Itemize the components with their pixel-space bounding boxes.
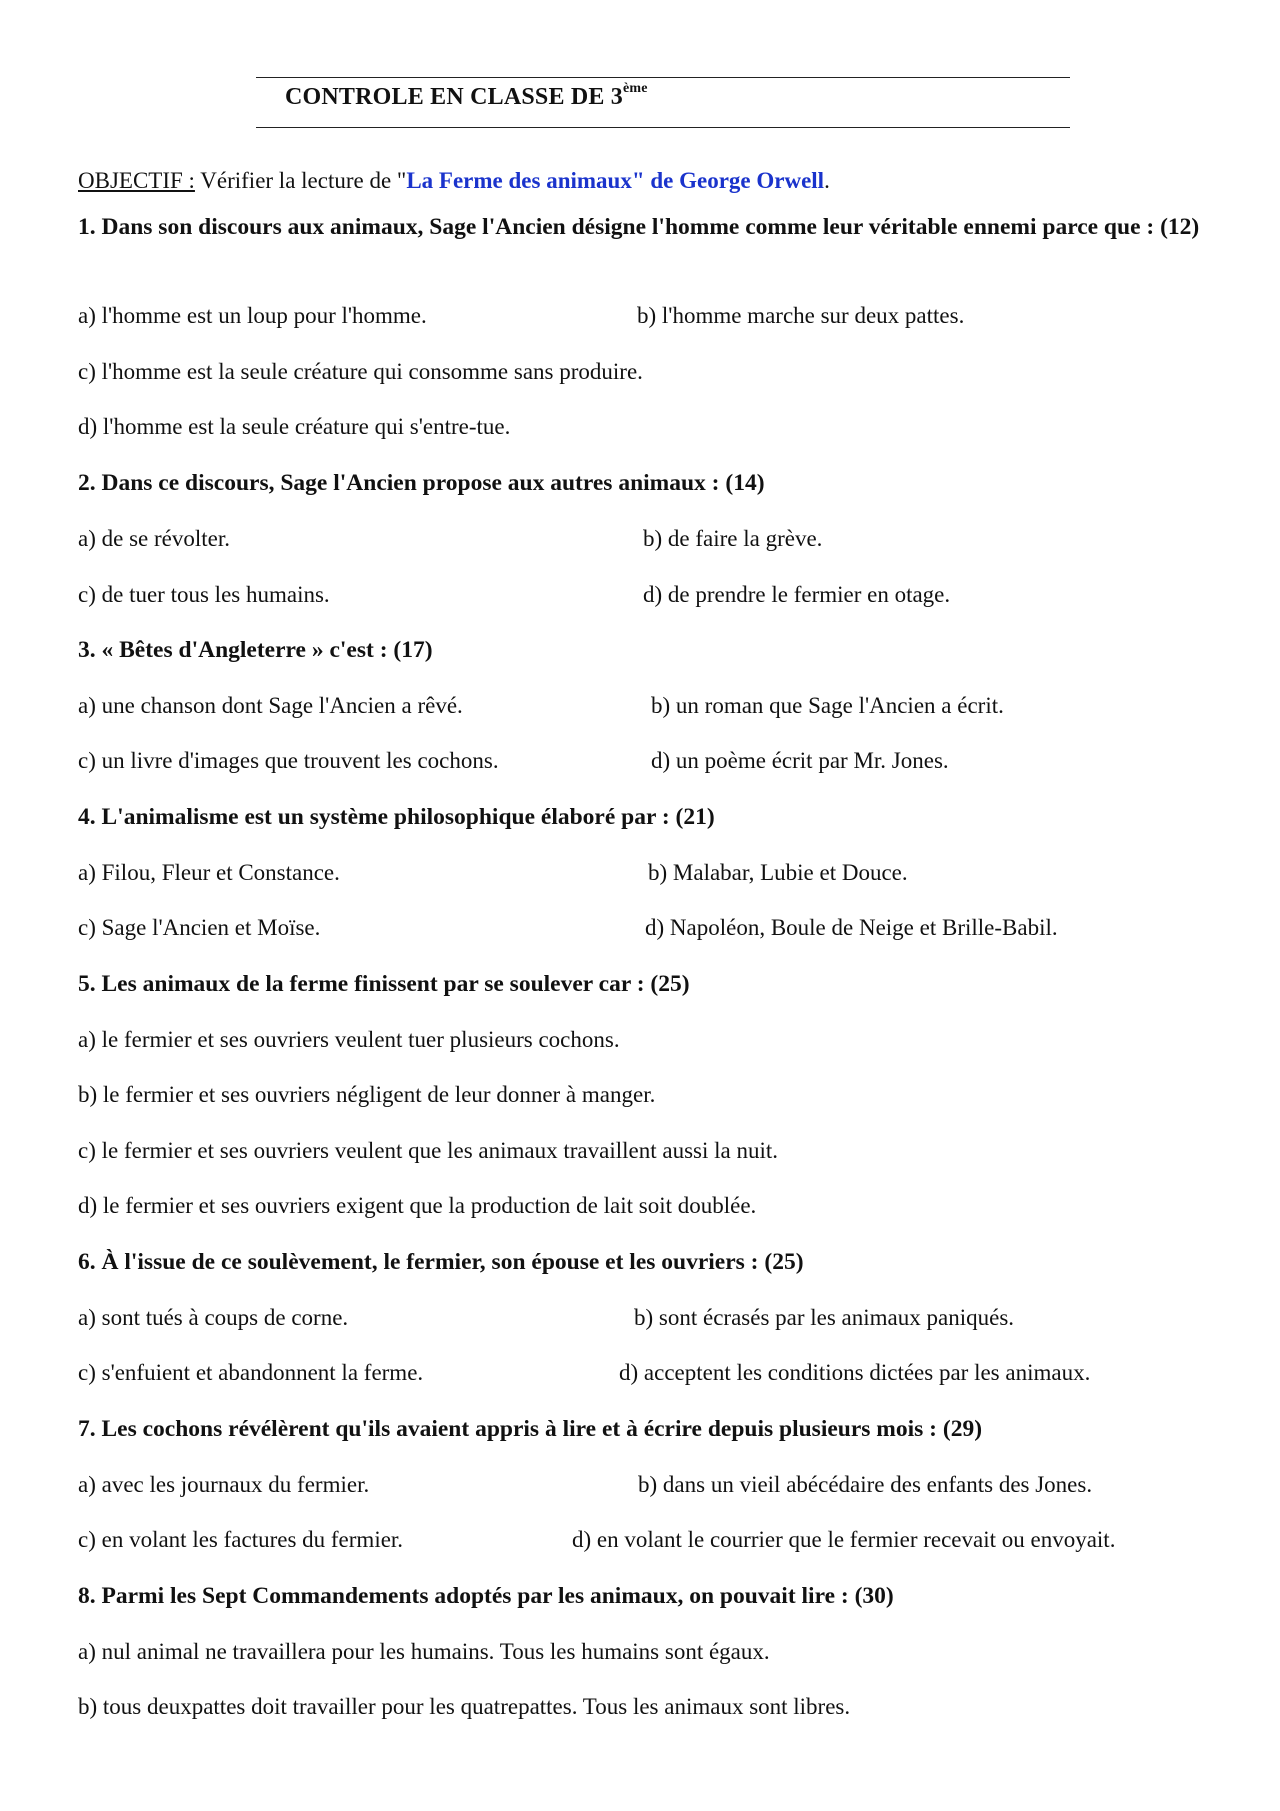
answer-c: c) de tuer tous les humains.	[78, 582, 330, 607]
answer-a: a) sont tués à coups de corne.	[78, 1305, 349, 1330]
answer-b: b) sont écrasés par les animaux paniqués.	[634, 1305, 1015, 1330]
answer-a: a) de se révolter.	[78, 526, 230, 551]
header-rule-top	[256, 77, 1070, 78]
answer-b: b) Malabar, Lubie et Douce.	[648, 860, 908, 885]
objective-label: OBJECTIF :	[78, 168, 195, 193]
header-rule-bottom	[256, 127, 1070, 128]
question-title: 6. À l'issue de ce soulèvement, le fermier, son épouse et les ouvriers : (25)	[78, 1249, 804, 1275]
question-title: 8. Parmi les Sept Commandements adoptés par les animaux, on pouvait lire : (30)	[78, 1583, 894, 1609]
answer-c: c) en volant les factures du fermier.	[78, 1527, 404, 1552]
answer-d: d) en volant le courrier que le fermier recevait ou envoyait.	[572, 1527, 1116, 1552]
answer-d: d) de prendre le fermier en otage.	[643, 582, 951, 607]
question-title: 2. Dans ce discours, Sage l'Ancien propose aux autres animaux : (14)	[78, 470, 765, 496]
answer-d: d) un poème écrit par Mr. Jones.	[651, 748, 949, 773]
answer-d: d) l'homme est la seule créature qui s'entre-tue.	[78, 414, 511, 439]
answer-b: b) le fermier et ses ouvriers négligent de leur donner à manger.	[78, 1082, 656, 1107]
answer-d: d) le fermier et ses ouvriers exigent que la production de lait soit doublée.	[78, 1193, 757, 1218]
answer-a: a) Filou, Fleur et Constance.	[78, 860, 340, 885]
answer-a: a) l'homme est un loup pour l'homme.	[78, 303, 427, 328]
answer-c: c) l'homme est la seule créature qui consomme sans produire.	[78, 359, 643, 384]
page-title-text: CONTROLE EN CLASSE DE 3	[285, 84, 624, 110]
page-title	[285, 81, 648, 111]
answer-d: d) Napoléon, Boule de Neige et Brille-Babil.	[645, 915, 1058, 940]
objective-book-title: La Ferme des animaux" de George Orwell	[406, 168, 825, 193]
answer-a: a) une chanson dont Sage l'Ancien a rêvé.	[78, 693, 463, 718]
answer-c: c) un livre d'images que trouvent les cochons.	[78, 748, 499, 773]
objective-end: .	[824, 168, 830, 193]
question-title: 5. Les animaux de la ferme finissent par se soulever car : (25)	[78, 971, 690, 997]
answer-c: c) s'enfuient et abandonnent la ferme.	[78, 1360, 424, 1385]
answer-c: c) Sage l'Ancien et Moïse.	[78, 915, 321, 940]
question-title: 1. Dans son discours aux animaux, Sage l'Ancien désigne l'homme comme leur véritable ennemi parce que : (12)	[78, 214, 1200, 240]
question-title: 4. L'animalisme est un système philosophique élaboré par : (21)	[78, 804, 715, 830]
page-title-sup: ème	[623, 81, 648, 96]
answer-a: a) nul animal ne travaillera pour les humains. Tous les humains sont égaux.	[78, 1639, 770, 1664]
objective-line	[78, 168, 830, 194]
answer-b: b) tous deuxpattes doit travailler pour les quatrepattes. Tous les animaux sont libres.	[78, 1694, 851, 1719]
question-title: 3. « Bêtes d'Angleterre » c'est : (17)	[78, 637, 433, 663]
answer-b: b) de faire la grève.	[643, 526, 823, 551]
question-title: 7. Les cochons révélèrent qu'ils avaient appris à lire et à écrire depuis plusieurs mois : (29)	[78, 1416, 983, 1442]
answer-b: b) l'homme marche sur deux pattes.	[637, 303, 965, 328]
answer-d: d) acceptent les conditions dictées par les animaux.	[619, 1360, 1091, 1385]
answer-b: b) un roman que Sage l'Ancien a écrit.	[651, 693, 1004, 718]
answer-a: a) avec les journaux du fermier.	[78, 1472, 370, 1497]
answer-c: c) le fermier et ses ouvriers veulent que les animaux travaillent aussi la nuit.	[78, 1138, 778, 1163]
answer-a: a) le fermier et ses ouvriers veulent tuer plusieurs cochons.	[78, 1027, 620, 1052]
objective-text: Vérifier la lecture de "	[194, 168, 407, 193]
answer-b: b) dans un vieil abécédaire des enfants des Jones.	[638, 1472, 1093, 1497]
